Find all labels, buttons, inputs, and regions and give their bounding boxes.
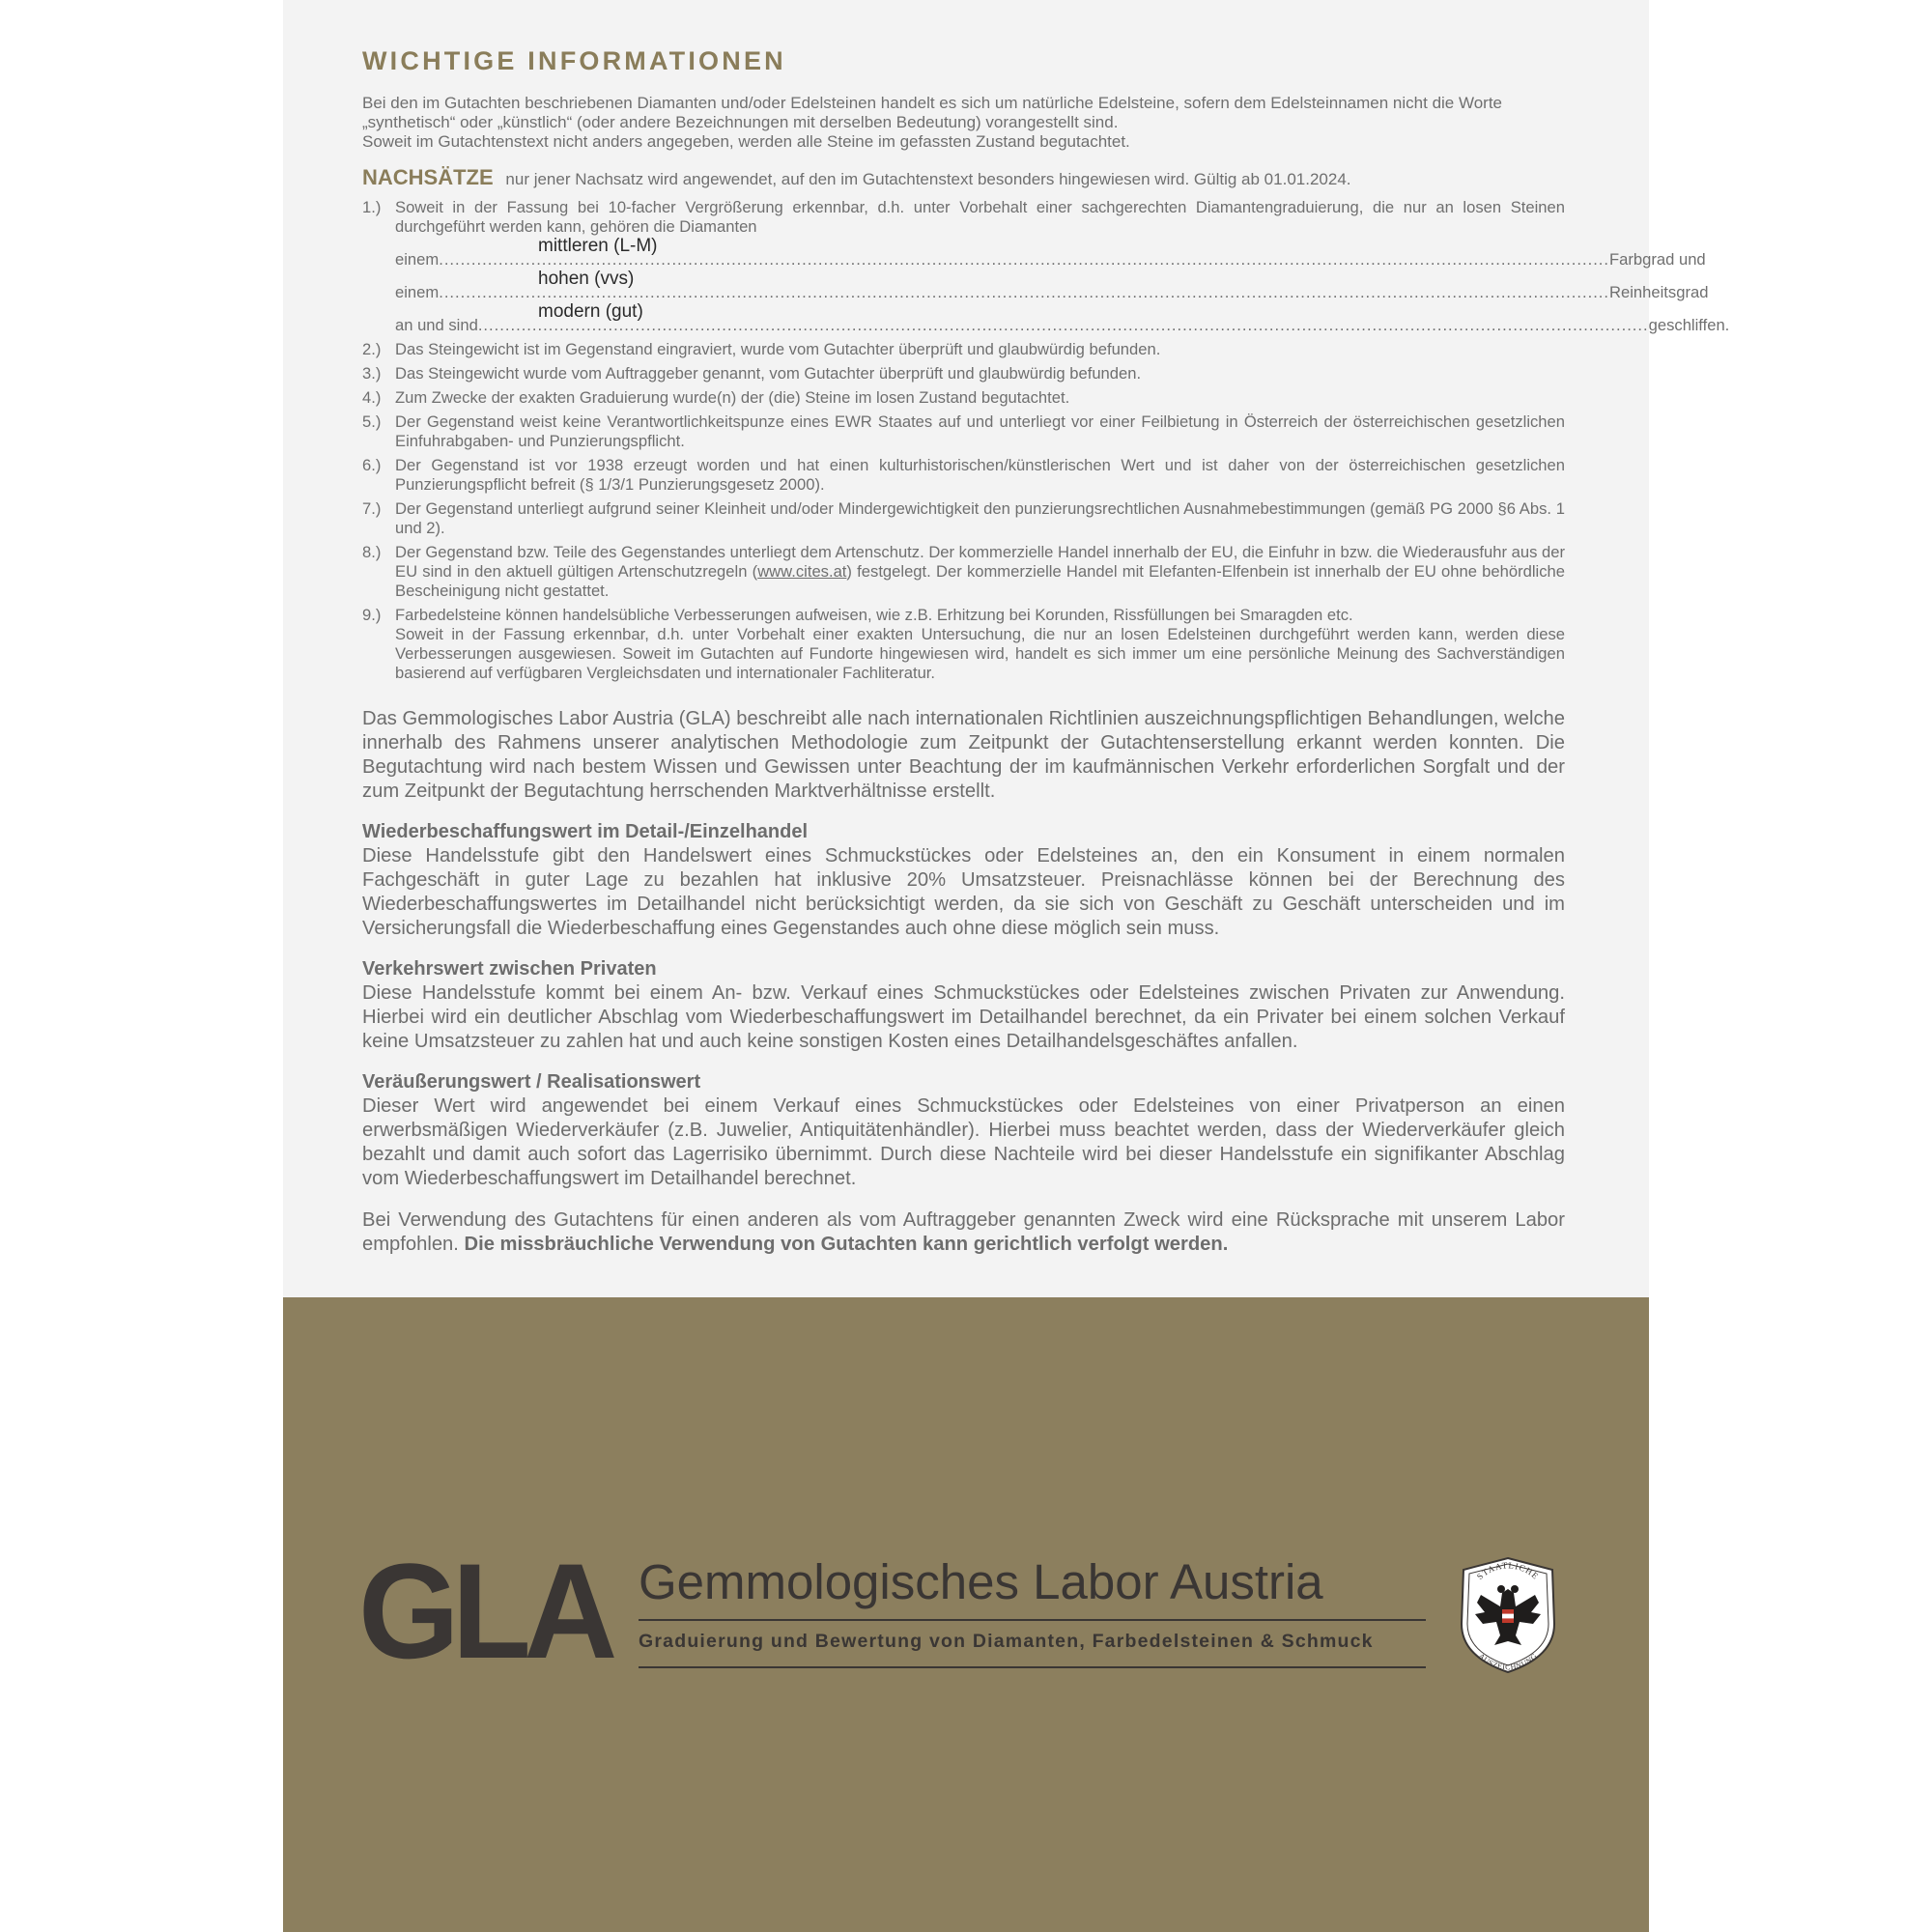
gla-paragraph: Das Gemmologisches Labor Austria (GLA) beschreibt alle nach internationalen Richtlinien auszeichnungspflichtigen Behandlungen, welche innerhalb des Rahmens unserer analytischen Methodologie zum Zeitpunkt der Gutachtenserstellung erkannt werden konnten. Die Begutachtung wird nach bestem Wissen und Gewissen unter Beachtung der im kaufmännischen Verkehr erforderlichen Sorgfalt und der zum Zeitpunkt der Begutachtung herrschenden Marktverhältnisse erstellt. xyxy=(362,708,1565,802)
list-item-6 xyxy=(362,456,1565,495)
list-item-9 xyxy=(362,606,1565,683)
field-lead: einem xyxy=(395,283,440,301)
field-tail: Farbgrad und xyxy=(1609,250,1706,269)
footer-band xyxy=(283,1297,1649,1932)
list-item-3 xyxy=(362,364,1565,384)
intro-text xyxy=(362,94,1565,152)
item-text: Das Steingewicht wurde vom Auftraggeber genannt, vom Gutachter überprüft und glaubwürdig befunden. xyxy=(395,364,1142,383)
nachsaetze-list xyxy=(362,198,1730,683)
item-text xyxy=(395,543,1565,601)
intro-line-1: Bei den im Gutachten beschriebenen Diamanten und/oder Edelsteinen handelt es sich um natürliche Edelsteine, sofern dem Edelsteinnamen nicht die Worte „synthetisch“ oder „künstlich“ (oder andere Bezeichnungen mit derselben Bedeutung) vorangestellt sind. xyxy=(362,94,1503,131)
section-text: Diese Handelsstufe kommt bei einem An- bzw. Verkauf eines Schmuckstückes oder Edelsteines zwischen Privaten zur Anwendung. Hierbei wird ein deutlicher Abschlag vom Wiederbeschaffungswert im Detailhandel berechnet, da ein Privater bei einem solchen Verkauf keine Umsatzsteuer zu zahlen hat und auch keine sonstigen Kosten eines Detailhandelsgeschäftes anfallen. xyxy=(362,982,1565,1052)
closing-paragraph xyxy=(362,1208,1565,1257)
closing-text: Bei Verwendung des Gutachtens für einen anderen als vom Auftraggeber genannten Zweck wird eine Rücksprache mit unserem Labor empfohlen. xyxy=(362,1209,1565,1255)
seal-bottom-text: AUSZEICHNUNG xyxy=(1476,1651,1540,1672)
section-text: Dieser Wert wird angewendet bei einem Verkauf eines Schmuckstückes oder Edelsteines von einer Privatperson an einen erwerbsmäßigen Wiederverkäufer (z.B. Juwelier, Antiquitätenhändler). Hierbei muss beachtet werden, dass der Wiederverkäufer gleich bezahlt und damit auch sofort das Lagerrisiko übernimmt. Durch diese Nachteile wird bei dieser Handelsstufe ein signifikanter Abschlag vom Wiederbeschaffungswert im Detailhandel berechnet. xyxy=(362,1095,1565,1189)
item-text: Der Gegenstand unterliegt aufgrund seiner Kleinheit und/oder Mindergewichtigkeit den punzierungsrechtlichen Ausnahmebestimmungen (gemäß PG 2000 §6 Abs. 1 und 2). xyxy=(395,499,1565,537)
section-heading: Verkehrswert zwischen Privaten xyxy=(362,958,657,980)
item-text: Der Gegenstand weist keine Verantwortlichkeitspunze eines EWR Staates auf und unterliegt vor einer Feilbietung in Österreich der österreichischen gesetzlichen Einfuhrabgaben- und Punzierungspflicht. xyxy=(395,412,1565,450)
value-section-retail xyxy=(362,820,1565,941)
item-number: 1.) xyxy=(362,198,382,216)
item-number: 7.) xyxy=(362,499,382,518)
seal-top-text: STAATLICHE xyxy=(1474,1560,1542,1582)
closing-warning: Die missbräuchliche Verwendung von Gutachten kann gerichtlich verfolgt werden. xyxy=(464,1234,1229,1255)
section-heading: Veräußerungswert / Realisationswert xyxy=(362,1071,701,1093)
item-number: 3.) xyxy=(362,364,382,383)
item-text: Der Gegenstand ist vor 1938 erzeugt worden und hat einen kulturhistorischen/künstlerischen Wert und ist daher von der österreichischen gesetzlichen Punzierungspflicht befreit (§ 1/3/1 Punzierungsgesetz 2000). xyxy=(395,456,1565,494)
section-heading: Wiederbeschaffungswert im Detail-/Einzelhandel xyxy=(362,821,809,842)
list-item-2 xyxy=(362,340,1565,359)
list-item-5 xyxy=(362,412,1565,451)
item-text: Soweit in der Fassung bei 10-facher Vergrößerung erkennbar, d.h. unter Vorbehalt einer sachgerechten Diamantengraduierung, die nur an losen Steinen durchgeführt werden kann, gehören die Diamanten xyxy=(395,198,1565,236)
field-lead: an und sind xyxy=(395,316,478,334)
item-number: 5.) xyxy=(362,412,382,431)
cites-link[interactable]: www.cites.at xyxy=(757,562,847,581)
intro-line-2: Soweit im Gutachtenstext nicht anders angegeben, werden alle Steine im gefassten Zustand begutachtet. xyxy=(362,132,1130,151)
item-number: 4.) xyxy=(362,388,382,407)
dotted-line: ........................................................................................................................................................................................................................ xyxy=(477,316,1649,334)
logo-divider-top xyxy=(639,1619,1426,1621)
field-lead: einem xyxy=(395,250,440,269)
list-item-7 xyxy=(362,499,1565,538)
item-number: 8.) xyxy=(362,543,382,561)
gla-logo-mark: GLA xyxy=(358,1535,611,1687)
clarity-grade-value: hohen (vvs) xyxy=(538,269,635,289)
item-text-line-2: Soweit in der Fassung erkennbar, d.h. unter Vorbehalt einer exakten Untersuchung, die nur an losen Edelsteinen durchgeführt werden kann, werden diese Verbesserungen ausgewiesen. Soweit im Gutachten auf Fundorte hingewiesen wird, handelt es sich immer um eine persönliche Meinung des Sachverständigen basierend auf verfügbaren Vergleichsdaten und internationaler Fachliteratur. xyxy=(395,625,1565,682)
lab-tagline: Graduierung und Bewertung von Diamanten, Farbedelsteinen & Schmuck xyxy=(639,1631,1374,1652)
nachsaetze-header xyxy=(362,165,1565,190)
color-grade-value: mittleren (L-M) xyxy=(538,236,658,256)
item-number: 2.) xyxy=(362,340,382,358)
cut-grade-value: modern (gut) xyxy=(538,301,643,322)
value-section-realisation xyxy=(362,1070,1565,1191)
item-text: Zum Zwecke der exakten Graduierung wurde(n) der (die) Steine im losen Zustand begutachtet. xyxy=(395,388,1070,407)
list-item-4 xyxy=(362,388,1565,408)
item-text: Das Steingewicht ist im Gegenstand eingraviert, wurde vom Gutachter überprüft und glaubwürdig befunden. xyxy=(395,340,1161,358)
nachsaetze-heading: NACHSÄTZE xyxy=(362,165,494,189)
item-text-before-link: Der Gegenstand bzw. Teile des Gegenstandes unterliegt dem Artenschutz. Der kommerzielle Handel innerhalb der EU, die Einfuhr in bzw. die Wiederausfuhr aus der EU sind in den aktuell gültigen Artenschutzregeln ( xyxy=(395,543,1565,581)
lab-name: Gemmologisches Labor Austria xyxy=(639,1554,1323,1609)
list-item-1 xyxy=(362,198,1730,335)
dotted-line: ........................................................................................................................................................................................................................ xyxy=(439,250,1610,269)
nachsaetze-note: nur jener Nachsatz wird angewendet, auf den im Gutachtenstext besonders hingewiesen wird. Gültig ab 01.01.2024. xyxy=(505,170,1351,188)
information-section xyxy=(283,0,1730,1297)
item-text-line-1: Farbedelsteine können handelsübliche Verbesserungen aufweisen, wie z.B. Erhitzung bei Korunden, Rissfüllungen bei Smaragden etc. xyxy=(395,606,1353,624)
item-text-after-link: ) festgelegt. Der kommerzielle Handel mit Elefanten-Elfenbein ist innerhalb der EU ohne behördliche Bescheinigung nicht gestattet. xyxy=(395,562,1565,600)
certificate-back-page xyxy=(283,0,1730,1932)
field-tail: Reinheitsgrad xyxy=(1609,283,1709,301)
logo-divider-bottom xyxy=(639,1666,1426,1668)
section-text: Diese Handelsstufe gibt den Handelswert eines Schmuckstückes oder Edelsteines an, den ein Konsument in einem normalen Fachgeschäft in guter Lage zu bezahlen hat inklusive 20% Umsatzsteuer. Preisnachlässe können bei der Berechnung des Wiederbeschaffungswertes im Detailhandel nicht berücksichtigt werden, da sie sich von Geschäft zu Geschäft unterscheiden und im Versicherungsfall die Wiederbeschaffung eines Gegenstandes auch ohne diese möglich sein muss. xyxy=(362,845,1565,939)
item-number: 9.) xyxy=(362,606,382,624)
color-grade-field xyxy=(395,236,1706,270)
list-item-8 xyxy=(362,543,1565,601)
clarity-grade-field xyxy=(395,269,1709,302)
content-column xyxy=(362,46,1730,1257)
value-section-private xyxy=(362,957,1565,1054)
item-number: 6.) xyxy=(362,456,382,474)
dotted-line: ........................................................................................................................................................................................................................ xyxy=(439,283,1610,301)
page-title: WICHTIGE INFORMATIONEN xyxy=(362,46,786,75)
cut-grade-field xyxy=(395,301,1730,335)
austrian-eagle-icon xyxy=(1458,1556,1558,1674)
field-tail: geschliffen. xyxy=(1648,316,1730,334)
